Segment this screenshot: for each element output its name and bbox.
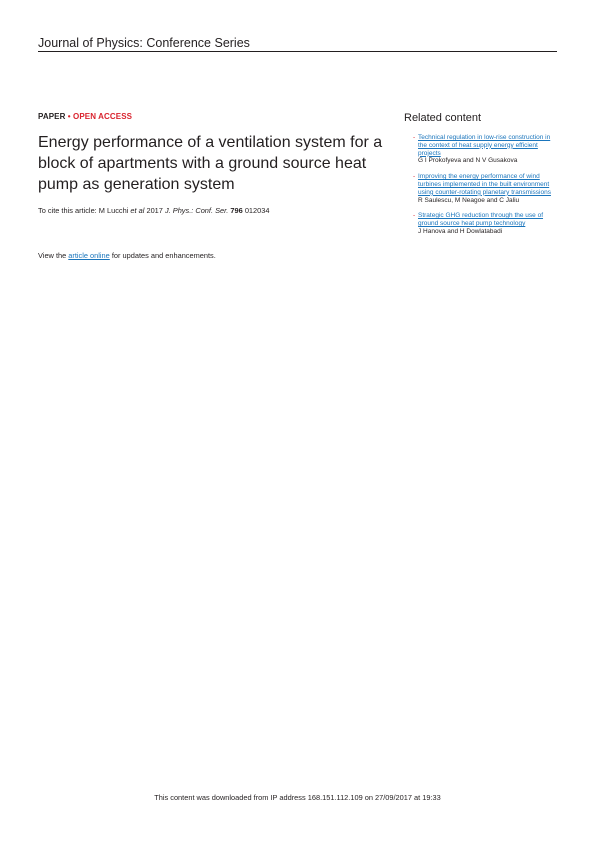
related-item — [413, 173, 558, 204]
related-bullet: - — [413, 134, 416, 141]
cite-year: 2017 — [144, 206, 165, 215]
related-item-authors: G I Prokofyeva and N V Gusakova — [418, 157, 518, 165]
header-rule — [38, 51, 557, 52]
paper-label: PAPER — [38, 112, 66, 121]
cite-volume: 796 — [230, 206, 243, 215]
related-content-list — [413, 134, 558, 244]
cite-prefix: To cite this article: M Lucchi — [38, 206, 131, 215]
related-bullet: - — [413, 173, 416, 181]
related-item-authors: R Saulescu, M Neagoe and C Jaliu — [418, 196, 520, 204]
citation-line — [38, 206, 269, 215]
related-item — [413, 212, 558, 235]
related-bullet: - — [413, 212, 416, 220]
journal-name: Journal of Physics: Conference Series — [38, 36, 250, 50]
view-online-line — [38, 251, 216, 260]
related-item-link[interactable]: Improving the energy performance of wind turbines implemented in the built environment using counter-rotating planetary transmissions — [418, 173, 551, 196]
cite-article-number: 012034 — [242, 206, 270, 215]
related-item-link[interactable]: Technical regulation in low-rise construction in the context of heat supply energy efficient projects — [418, 134, 551, 157]
cite-journal: J. Phys.: Conf. Ser. — [164, 206, 229, 215]
view-prefix: View the — [38, 251, 69, 260]
article-type-tag — [38, 112, 132, 121]
related-item-authors: J Hanova and H Dowlatabadi — [418, 227, 503, 235]
tag-separator: • — [67, 112, 71, 121]
download-footer: This content was downloaded from IP address 168.151.112.109 on 27/09/2017 at 19:33 — [154, 793, 441, 802]
related-content-heading: Related content — [404, 112, 482, 124]
related-item-link[interactable]: Strategic GHG reduction through the use of ground source heat pump technology — [418, 212, 544, 228]
view-suffix: for updates and enhancements. — [109, 251, 216, 260]
article-online-link[interactable]: article online — [68, 251, 110, 260]
open-access-label: OPEN ACCESS — [73, 112, 133, 121]
article-title: Energy performance of a ventilation system for a block of apartments with a ground source heat pump as generation system — [38, 134, 383, 193]
related-item — [413, 134, 558, 165]
cite-et-al: et al — [130, 206, 145, 215]
